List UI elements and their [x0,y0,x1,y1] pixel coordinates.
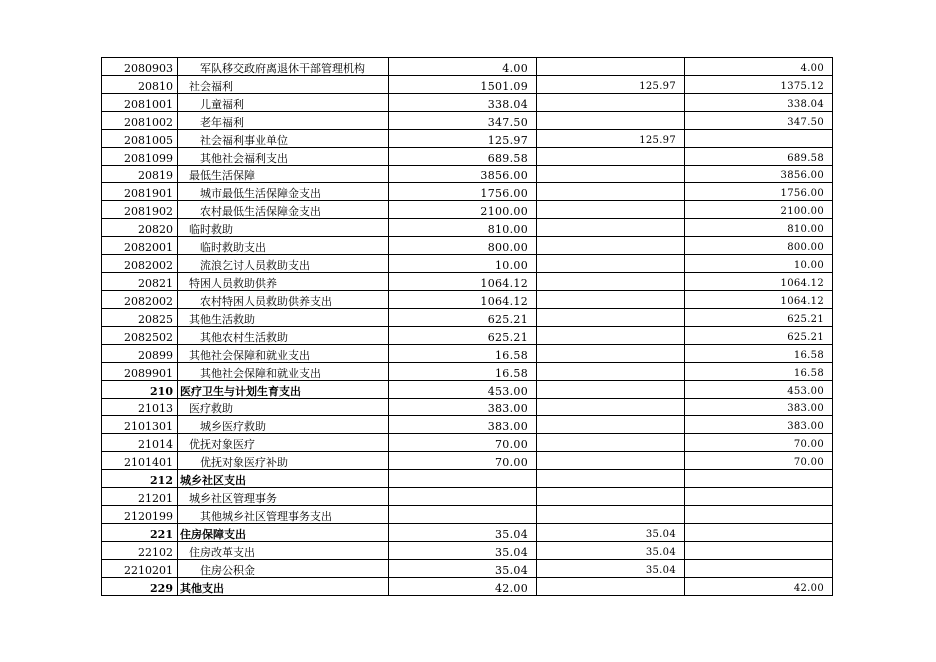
code-cell: 2081902 [102,201,178,219]
table-row [102,506,833,524]
name-cell: 最低生活保障 [178,165,389,183]
project-cell: 70.00 [685,434,833,452]
basic-cell [537,58,685,76]
name-cell: 医疗卫生与计划生育支出 [178,380,389,398]
table-row [102,559,833,577]
project-cell: 689.58 [685,147,833,165]
name-cell: 社会福利 [178,75,389,93]
total-cell: 1064.12 [389,290,537,308]
table-row [102,362,833,380]
basic-cell [537,308,685,326]
project-cell [685,470,833,488]
basic-cell [537,577,685,595]
basic-cell [537,506,685,524]
name-cell: 城乡医疗救助 [178,416,389,434]
project-cell [685,506,833,524]
name-cell: 军队移交政府离退休干部管理机构 [178,58,389,76]
basic-cell [537,93,685,111]
name-cell: 住房公积金 [178,559,389,577]
table-row [102,165,833,183]
total-cell: 35.04 [389,559,537,577]
total-cell: 1064.12 [389,273,537,291]
table-row [102,290,833,308]
name-cell: 医疗救助 [178,398,389,416]
name-cell: 儿童福利 [178,93,389,111]
table-row [102,523,833,541]
table-row [102,201,833,219]
project-cell: 347.50 [685,111,833,129]
table-row [102,129,833,147]
code-cell: 210 [102,380,178,398]
project-cell: 1064.12 [685,290,833,308]
name-cell: 农村最低生活保障金支出 [178,201,389,219]
table-row [102,434,833,452]
code-cell: 21013 [102,398,178,416]
name-cell: 其他城乡社区管理事务支出 [178,506,389,524]
total-cell: 16.58 [389,362,537,380]
name-cell: 其他社会福利支出 [178,147,389,165]
basic-cell [537,273,685,291]
code-cell: 2082502 [102,326,178,344]
project-cell: 383.00 [685,398,833,416]
total-cell: 35.04 [389,541,537,559]
project-cell [685,541,833,559]
project-cell: 2100.00 [685,201,833,219]
basic-cell [537,470,685,488]
basic-cell [537,488,685,506]
basic-cell [537,380,685,398]
total-cell: 42.00 [389,577,537,595]
name-cell: 其他生活救助 [178,308,389,326]
basic-cell [537,183,685,201]
code-cell: 2081002 [102,111,178,129]
name-cell: 流浪乞讨人员救助支出 [178,255,389,273]
basic-cell [537,362,685,380]
project-cell: 4.00 [685,58,833,76]
code-cell: 2082002 [102,290,178,308]
code-cell: 229 [102,577,178,595]
name-cell: 住房改革支出 [178,541,389,559]
name-cell: 临时救助 [178,219,389,237]
code-cell: 21201 [102,488,178,506]
basic-cell [537,290,685,308]
code-cell: 20825 [102,308,178,326]
project-cell: 453.00 [685,380,833,398]
basic-cell [537,201,685,219]
name-cell: 其他社会保障和就业支出 [178,362,389,380]
project-cell [685,129,833,147]
project-cell: 338.04 [685,93,833,111]
table-row [102,416,833,434]
name-cell: 城市最低生活保障金支出 [178,183,389,201]
project-cell: 625.21 [685,308,833,326]
basic-cell: 125.97 [537,75,685,93]
table-row [102,308,833,326]
table-row [102,255,833,273]
basic-cell [537,452,685,470]
total-cell: 35.04 [389,523,537,541]
budget-table-body [102,58,833,596]
code-cell: 2081901 [102,183,178,201]
code-cell: 2080903 [102,58,178,76]
basic-cell [537,255,685,273]
total-cell: 10.00 [389,255,537,273]
table-row [102,488,833,506]
code-cell: 2210201 [102,559,178,577]
total-cell: 1756.00 [389,183,537,201]
table-row [102,577,833,595]
project-cell: 383.00 [685,416,833,434]
project-cell: 1064.12 [685,273,833,291]
table-row [102,58,833,76]
total-cell: 2100.00 [389,201,537,219]
basic-cell [537,111,685,129]
budget-table [101,57,833,596]
total-cell: 453.00 [389,380,537,398]
name-cell: 其他社会保障和就业支出 [178,344,389,362]
code-cell: 2089901 [102,362,178,380]
total-cell: 70.00 [389,452,537,470]
project-cell: 70.00 [685,452,833,470]
table-row [102,219,833,237]
table-row [102,147,833,165]
code-cell: 2081099 [102,147,178,165]
basic-cell [537,326,685,344]
project-cell [685,488,833,506]
code-cell: 20821 [102,273,178,291]
code-cell: 212 [102,470,178,488]
table-row [102,93,833,111]
project-cell: 810.00 [685,219,833,237]
total-cell [389,470,537,488]
total-cell: 125.97 [389,129,537,147]
name-cell: 其他支出 [178,577,389,595]
code-cell: 2101301 [102,416,178,434]
code-cell: 21014 [102,434,178,452]
basic-cell: 35.04 [537,541,685,559]
table-row [102,380,833,398]
code-cell: 20899 [102,344,178,362]
basic-cell [537,165,685,183]
basic-cell: 35.04 [537,523,685,541]
name-cell: 临时救助支出 [178,237,389,255]
total-cell: 347.50 [389,111,537,129]
total-cell: 810.00 [389,219,537,237]
total-cell: 625.21 [389,308,537,326]
basic-cell [537,416,685,434]
project-cell [685,523,833,541]
basic-cell [537,147,685,165]
table-row [102,75,833,93]
name-cell: 农村特困人员救助供养支出 [178,290,389,308]
code-cell: 2082001 [102,237,178,255]
name-cell: 城乡社区支出 [178,470,389,488]
table-row [102,183,833,201]
code-cell: 20819 [102,165,178,183]
total-cell: 16.58 [389,344,537,362]
total-cell: 383.00 [389,416,537,434]
code-cell: 2101401 [102,452,178,470]
name-cell: 优抚对象医疗补助 [178,452,389,470]
table-row [102,237,833,255]
name-cell: 住房保障支出 [178,523,389,541]
project-cell: 3856.00 [685,165,833,183]
project-cell: 1375.12 [685,75,833,93]
project-cell: 800.00 [685,237,833,255]
table-row [102,111,833,129]
total-cell: 70.00 [389,434,537,452]
total-cell [389,488,537,506]
code-cell: 2120199 [102,506,178,524]
total-cell: 4.00 [389,58,537,76]
name-cell: 老年福利 [178,111,389,129]
total-cell: 625.21 [389,326,537,344]
table-row [102,398,833,416]
basic-cell [537,237,685,255]
table-row [102,326,833,344]
code-cell: 2081001 [102,93,178,111]
table-row [102,470,833,488]
basic-cell [537,434,685,452]
project-cell: 10.00 [685,255,833,273]
name-cell: 城乡社区管理事务 [178,488,389,506]
table-row [102,452,833,470]
code-cell: 20810 [102,75,178,93]
code-cell: 2082002 [102,255,178,273]
table-row [102,273,833,291]
basic-cell [537,219,685,237]
name-cell: 优抚对象医疗 [178,434,389,452]
code-cell: 20820 [102,219,178,237]
name-cell: 特困人员救助供养 [178,273,389,291]
code-cell: 22102 [102,541,178,559]
code-cell: 221 [102,523,178,541]
table-row [102,344,833,362]
project-cell: 1756.00 [685,183,833,201]
project-cell: 16.58 [685,344,833,362]
total-cell [389,506,537,524]
total-cell: 689.58 [389,147,537,165]
total-cell: 338.04 [389,93,537,111]
total-cell: 3856.00 [389,165,537,183]
project-cell: 625.21 [685,326,833,344]
basic-cell [537,398,685,416]
total-cell: 800.00 [389,237,537,255]
total-cell: 1501.09 [389,75,537,93]
total-cell: 383.00 [389,398,537,416]
name-cell: 社会福利事业单位 [178,129,389,147]
project-cell: 42.00 [685,577,833,595]
table-row [102,541,833,559]
project-cell: 16.58 [685,362,833,380]
basic-cell [537,344,685,362]
basic-cell: 125.97 [537,129,685,147]
name-cell: 其他农村生活救助 [178,326,389,344]
basic-cell: 35.04 [537,559,685,577]
project-cell [685,559,833,577]
code-cell: 2081005 [102,129,178,147]
